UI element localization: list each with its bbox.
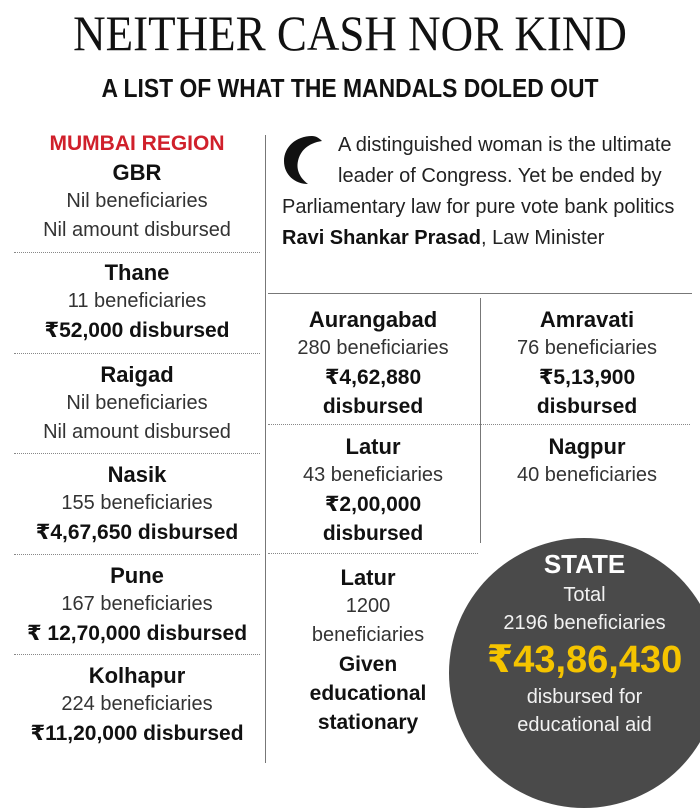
district-name: Nasik xyxy=(107,462,167,487)
state-beneficiaries: 2196 beneficiaries xyxy=(503,612,666,634)
beneficiaries-count: 1200 xyxy=(345,595,391,617)
state-disbursed-label: disbursed for xyxy=(526,686,643,708)
beneficiaries-text: 224 beneficiaries xyxy=(61,693,213,715)
quote-text: A distinguished woman is the ultimate leader of Congress. Yet be ended by Parliamentary law for pure vote bank politics xyxy=(282,134,675,218)
beneficiaries-text: 167 beneficiaries xyxy=(61,593,213,615)
beneficiaries-text: Nil beneficiaries xyxy=(66,392,208,414)
district-latur-1 xyxy=(268,432,478,548)
beneficiaries-text: Nil beneficiaries xyxy=(66,190,208,212)
district-name: Latur xyxy=(340,565,396,590)
divider xyxy=(14,453,260,454)
disbursed-amount: ₹2,00,000 xyxy=(324,493,422,516)
quote-role: , Law Minister xyxy=(481,227,605,249)
district-pune xyxy=(14,561,260,648)
divider xyxy=(268,553,478,554)
district-name: Thane xyxy=(104,260,170,285)
state-purpose-label: educational aid xyxy=(517,714,652,736)
quote-author: Ravi Shankar Prasad xyxy=(282,227,481,249)
district-name: Raigad xyxy=(100,362,174,387)
divider xyxy=(14,252,260,253)
district-raigad xyxy=(14,360,260,447)
district-latur-2 xyxy=(268,563,468,737)
disbursed-amount: ₹5,13,900 xyxy=(538,366,636,389)
disbursed-text: Nil amount disbursed xyxy=(43,421,231,443)
state-total-label: Total xyxy=(563,584,606,606)
beneficiaries-text: 76 beneficiaries xyxy=(516,337,658,359)
divider xyxy=(14,654,260,655)
district-nagpur xyxy=(482,432,692,490)
column-divider xyxy=(480,298,481,543)
beneficiaries-text: 43 beneficiaries xyxy=(302,464,444,486)
divider xyxy=(14,554,260,555)
state-amount: ₹43,86,430 xyxy=(486,639,683,681)
state-total xyxy=(477,547,692,739)
state-title: STATE xyxy=(543,549,626,579)
district-kolhapur xyxy=(14,661,260,748)
beneficiaries-text: 40 beneficiaries xyxy=(516,464,658,486)
district-name: Pune xyxy=(110,563,164,588)
district-gbr xyxy=(14,130,260,245)
district-name: GBR xyxy=(112,160,162,185)
disbursed-amount: ₹52,000 disbursed xyxy=(44,319,230,342)
district-name: Latur xyxy=(345,434,401,459)
district-name: Nagpur xyxy=(548,434,626,459)
district-name: Aurangabad xyxy=(308,307,438,332)
district-amravati xyxy=(482,305,692,421)
disbursed-amount: ₹ 12,70,000 disbursed xyxy=(26,622,248,645)
beneficiaries-text: beneficiaries xyxy=(311,624,425,646)
district-name: Amravati xyxy=(539,307,635,332)
column-divider xyxy=(265,135,266,763)
disbursed-label: disbursed xyxy=(322,395,424,418)
disbursed-amount: ₹4,62,880 xyxy=(324,366,422,389)
beneficiaries-text: 11 beneficiaries xyxy=(67,290,207,312)
quote-mark-icon xyxy=(282,134,330,186)
disbursed-label: disbursed xyxy=(322,522,424,545)
district-nasik xyxy=(14,460,260,547)
page-subtitle: A LIST OF WHAT THE MANDALS DOLED OUT xyxy=(101,73,599,103)
disbursed-text: Nil amount disbursed xyxy=(43,219,231,241)
district-aurangabad xyxy=(268,305,478,421)
divider xyxy=(268,293,692,294)
district-thane xyxy=(14,258,260,345)
disbursed-amount: ₹11,20,000 disbursed xyxy=(30,722,244,745)
divider xyxy=(14,353,260,354)
disbursed-label: disbursed xyxy=(536,395,638,418)
divider xyxy=(268,424,690,425)
given-label: Given xyxy=(338,653,398,676)
beneficiaries-text: 280 beneficiaries xyxy=(297,337,449,359)
region-label: MUMBAI REGION xyxy=(49,132,225,155)
stationary-label: stationary xyxy=(317,711,419,734)
disbursed-amount: ₹4,67,650 disbursed xyxy=(35,521,239,544)
beneficiaries-text: 155 beneficiaries xyxy=(61,492,213,514)
quote-block xyxy=(282,130,692,254)
educational-label: educational xyxy=(309,682,427,705)
page-title: NEITHER CASH NOR KIND xyxy=(73,5,627,61)
district-name: Kolhapur xyxy=(88,663,186,688)
